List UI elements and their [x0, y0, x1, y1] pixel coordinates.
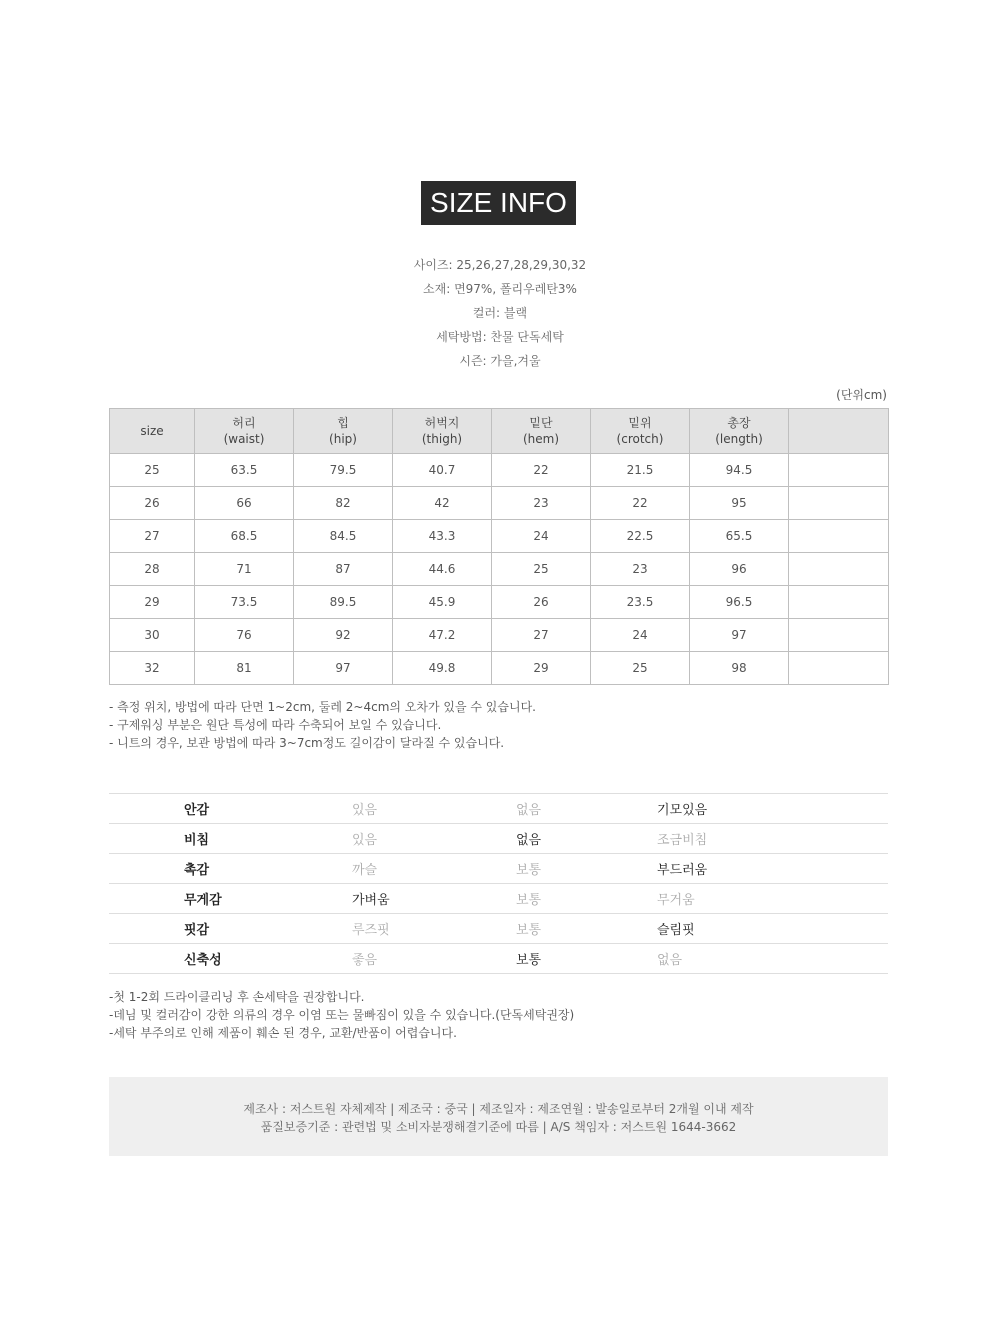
feel-option-selected: 가벼움 [352, 884, 516, 914]
feel-option: 좋음 [352, 944, 516, 974]
feel-option: 보통 [516, 914, 657, 944]
measurement-cell: 82 [294, 487, 393, 520]
header-thigh: 허벅지 (thigh) [393, 409, 492, 454]
measurement-cell: 96.5 [690, 586, 789, 619]
header-size: size [110, 409, 195, 454]
size-table-header-row [110, 409, 889, 454]
size-table-row [110, 487, 889, 520]
measurement-cell: 24 [591, 619, 690, 652]
measurement-cell: 97 [690, 619, 789, 652]
info-color: 컬러: 블랙 [472, 306, 528, 320]
measurement-cell: 45.9 [393, 586, 492, 619]
header-waist: 허리 (waist) [195, 409, 294, 454]
measurement-cell: 97 [294, 652, 393, 685]
measurement-cell: 25 [591, 652, 690, 685]
fabric-feel-table [109, 793, 888, 974]
size-cell: 32 [110, 652, 195, 685]
size-cell: 27 [110, 520, 195, 553]
info-sizes: 사이즈: 25,26,27,28,29,30,32 [413, 258, 587, 272]
feel-option-selected: 슬림핏 [657, 914, 888, 944]
measurement-cell: 84.5 [294, 520, 393, 553]
feel-label: 무게감 [109, 884, 352, 914]
measurement-cell: 76 [195, 619, 294, 652]
measurement-notes [109, 698, 536, 752]
info-washing: 세탁방법: 찬물 단독세탁 [436, 330, 564, 344]
feel-option: 있음 [352, 824, 516, 854]
size-cell: 28 [110, 553, 195, 586]
feel-option-selected: 없음 [516, 824, 657, 854]
measurement-cell: 96 [690, 553, 789, 586]
manufacturer-info-footer [109, 1077, 888, 1156]
size-table-row [110, 652, 889, 685]
feel-label: 신축성 [109, 944, 352, 974]
measurement-cell: 94.5 [690, 454, 789, 487]
measurement-cell: 24 [492, 520, 591, 553]
note-line: - 니트의 경우, 보관 방법에 따라 3~7cm정도 길이감이 달라질 수 있습니다. [109, 736, 505, 750]
washing-notes [109, 988, 574, 1042]
footer-line-2: 품질보증기준 : 관련법 및 소비자분쟁해결기준에 따름 | A/S 책임자 : 저스트원 1644-3662 [260, 1120, 737, 1134]
feel-option: 루즈핏 [352, 914, 516, 944]
measurement-cell [789, 652, 889, 685]
unit-label: (단위cm) [836, 388, 887, 402]
measurement-cell: 21.5 [591, 454, 690, 487]
feel-label: 비침 [109, 824, 352, 854]
wash-note-line: -데님 및 컬러감이 강한 의류의 경우 이염 또는 물빠짐이 있을 수 있습니다.(단독세탁권장) [109, 1008, 575, 1022]
note-line: - 구제워싱 부분은 원단 특성에 따라 수축되어 보일 수 있습니다. [109, 718, 442, 732]
feel-label: 안감 [109, 794, 352, 824]
measurement-cell: 25 [492, 553, 591, 586]
measurement-cell: 65.5 [690, 520, 789, 553]
measurement-cell [789, 619, 889, 652]
size-cell: 29 [110, 586, 195, 619]
measurement-cell: 22 [492, 454, 591, 487]
measurement-cell: 43.3 [393, 520, 492, 553]
measurement-cell [789, 586, 889, 619]
feel-row [109, 794, 888, 824]
header-crotch: 밑위 (crotch) [591, 409, 690, 454]
measurement-cell [789, 454, 889, 487]
measurement-cell: 63.5 [195, 454, 294, 487]
feel-option-selected: 부드러움 [657, 854, 888, 884]
header-length: 총장 (length) [690, 409, 789, 454]
info-material: 소재: 면97%, 폴리우레탄3% [423, 282, 577, 296]
feel-option: 보통 [516, 854, 657, 884]
header-hip: 힙 (hip) [294, 409, 393, 454]
measurement-cell: 23 [492, 487, 591, 520]
feel-option: 없음 [657, 944, 888, 974]
header-empty [789, 409, 889, 454]
feel-option-selected: 기모있음 [657, 794, 888, 824]
feel-row [109, 854, 888, 884]
feel-label: 촉감 [109, 854, 352, 884]
feel-label: 핏감 [109, 914, 352, 944]
measurement-cell: 79.5 [294, 454, 393, 487]
measurement-cell: 68.5 [195, 520, 294, 553]
size-table-row [110, 553, 889, 586]
measurement-cell: 71 [195, 553, 294, 586]
measurement-cell: 42 [393, 487, 492, 520]
measurement-cell: 92 [294, 619, 393, 652]
feel-row [109, 824, 888, 854]
info-season: 시즌: 가을,겨울 [459, 354, 541, 368]
size-info-title: SIZE INFO [421, 181, 576, 225]
size-cell: 25 [110, 454, 195, 487]
measurement-cell: 66 [195, 487, 294, 520]
feel-row [109, 884, 888, 914]
measurement-cell [789, 520, 889, 553]
measurement-cell: 22 [591, 487, 690, 520]
size-table [109, 408, 889, 685]
measurement-cell: 23 [591, 553, 690, 586]
product-info [0, 253, 1000, 373]
feel-option: 조금비침 [657, 824, 888, 854]
feel-row [109, 944, 888, 974]
header-hem: 밑단 (hem) [492, 409, 591, 454]
size-cell: 30 [110, 619, 195, 652]
measurement-cell [789, 487, 889, 520]
measurement-cell: 49.8 [393, 652, 492, 685]
measurement-cell: 81 [195, 652, 294, 685]
size-table-row [110, 454, 889, 487]
measurement-cell: 47.2 [393, 619, 492, 652]
measurement-cell: 44.6 [393, 553, 492, 586]
feel-option: 있음 [352, 794, 516, 824]
measurement-cell: 95 [690, 487, 789, 520]
footer-line-1: 제조사 : 저스트원 자체제작 | 제조국 : 중국 | 제조일자 : 제조연월 : 발송일로부터 2개월 이내 제작 [243, 1102, 754, 1116]
feel-option: 무거움 [657, 884, 888, 914]
measurement-cell: 73.5 [195, 586, 294, 619]
size-cell: 26 [110, 487, 195, 520]
wash-note-line: -첫 1-2회 드라이클리닝 후 손세탁을 권장합니다. [109, 990, 365, 1004]
size-table-row [110, 520, 889, 553]
measurement-cell: 23.5 [591, 586, 690, 619]
measurement-cell: 26 [492, 586, 591, 619]
wash-note-line: -세탁 부주의로 인해 제품이 훼손 된 경우, 교환/반품이 어렵습니다. [109, 1026, 457, 1040]
measurement-cell: 89.5 [294, 586, 393, 619]
measurement-cell [789, 553, 889, 586]
feel-option: 없음 [516, 794, 657, 824]
measurement-cell: 27 [492, 619, 591, 652]
feel-row [109, 914, 888, 944]
measurement-cell: 87 [294, 553, 393, 586]
measurement-cell: 22.5 [591, 520, 690, 553]
measurement-cell: 29 [492, 652, 591, 685]
feel-option-selected: 보통 [516, 944, 657, 974]
note-line: - 측정 위치, 방법에 따라 단면 1~2cm, 둘레 2~4cm의 오차가 있을 수 있습니다. [109, 700, 536, 714]
feel-option: 보통 [516, 884, 657, 914]
feel-option: 까슬 [352, 854, 516, 884]
measurement-cell: 40.7 [393, 454, 492, 487]
measurement-cell: 98 [690, 652, 789, 685]
size-table-row [110, 586, 889, 619]
size-table-row [110, 619, 889, 652]
